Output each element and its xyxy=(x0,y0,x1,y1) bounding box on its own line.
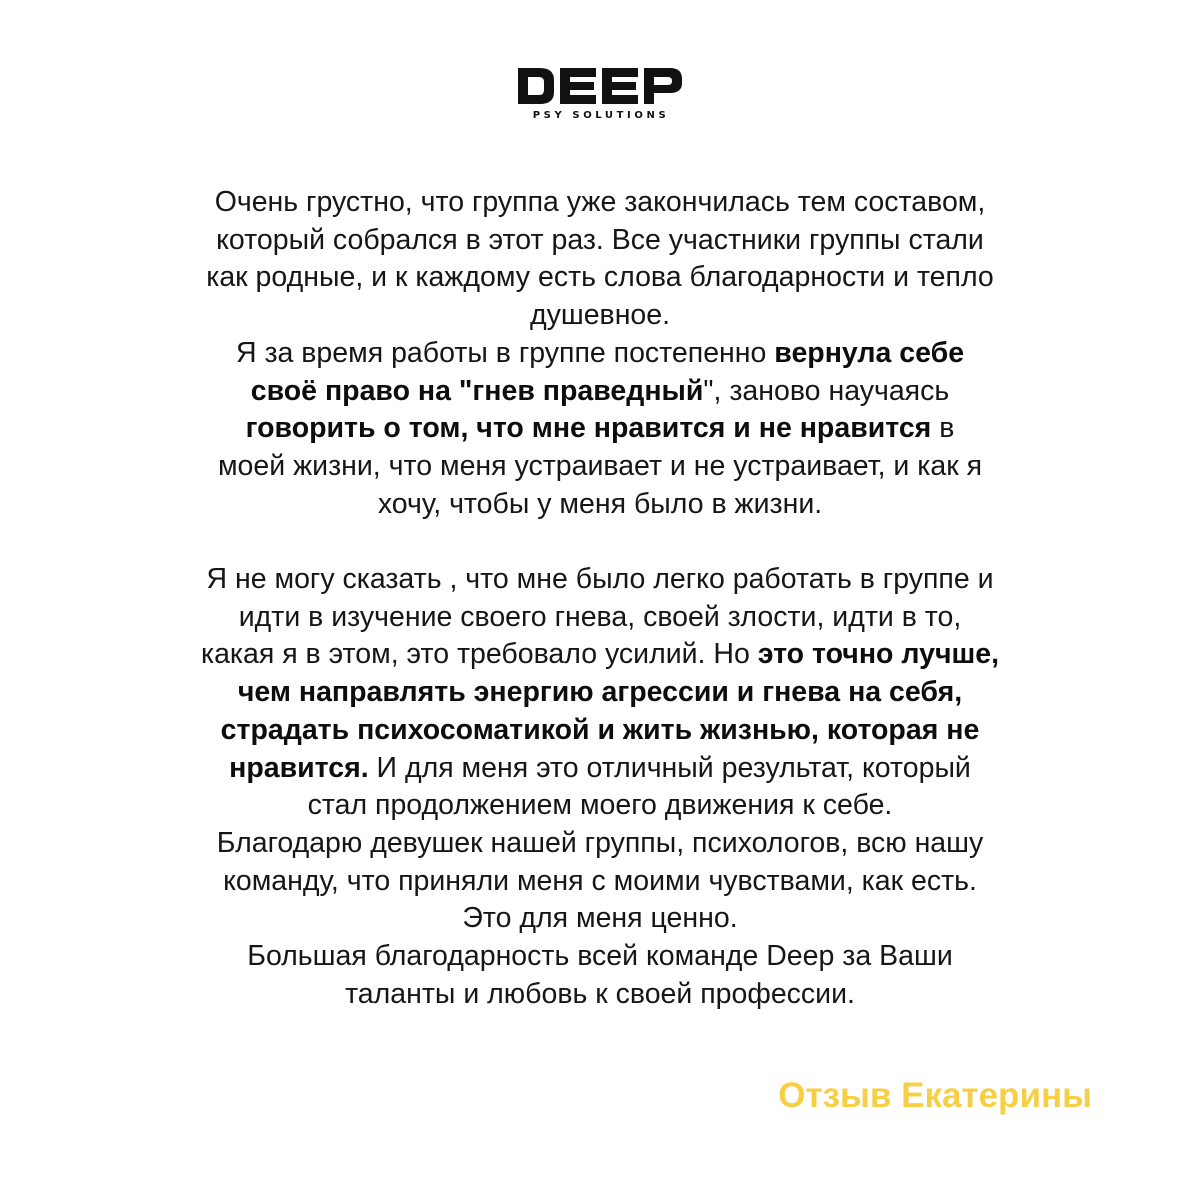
review-line xyxy=(100,373,1100,411)
review-signature: Отзыв Екатерины xyxy=(778,1076,1092,1115)
text-run: идти в изучение своего гнева, своей злости, идти в то, xyxy=(238,600,962,633)
review-line xyxy=(100,259,1100,297)
bold-phrase: это точно лучше, xyxy=(757,638,1000,671)
deep-logo-icon xyxy=(516,66,686,108)
review-line xyxy=(100,561,1100,599)
review-line xyxy=(100,863,1100,901)
text-run: в xyxy=(931,412,955,445)
paragraph-break xyxy=(100,523,1100,561)
review-line xyxy=(100,976,1100,1014)
review-line xyxy=(100,750,1100,788)
text-run: хочу, чтобы у меня было в жизни. xyxy=(377,487,823,520)
text-run: моей жизни, что меня устраивает и не устраивает, и как я xyxy=(217,449,983,482)
review-line xyxy=(100,335,1100,373)
text-run: ", заново научаясь xyxy=(703,374,950,407)
brand-logo xyxy=(516,66,686,126)
review-line xyxy=(100,636,1100,674)
review-line xyxy=(100,674,1100,712)
review-line xyxy=(100,448,1100,486)
review-line xyxy=(100,825,1100,863)
text-run: как родные, и к каждому есть слова благодарности и тепло xyxy=(206,261,994,294)
text-run: таланты и любовь к своей профессии. xyxy=(345,977,855,1010)
text-run: Очень грустно, что группа уже закончилась тем составом, xyxy=(214,186,986,218)
review-line xyxy=(100,486,1100,524)
text-run: Благодарю девушек нашей группы, психологов, всю нашу xyxy=(216,826,984,859)
text-run: И для меня это отличный результат, который xyxy=(368,751,971,784)
text-run: который собрался в этот раз. Все участники группы стали xyxy=(216,223,984,256)
review-line xyxy=(100,787,1100,825)
text-run: какая я в этом, это требовало усилий. Но xyxy=(200,638,758,671)
review-line xyxy=(100,410,1100,448)
review-line xyxy=(100,900,1100,938)
bold-phrase: вернула себе xyxy=(774,336,965,369)
bold-phrase: чем направлять энергию агрессии и гнева на себя, xyxy=(237,676,963,709)
review-line xyxy=(100,297,1100,335)
text-run: стал продолжением моего движения к себе. xyxy=(307,789,893,822)
text-run: Я за время работы в группе постепенно xyxy=(235,336,775,369)
bold-phrase: нравится. xyxy=(229,751,369,784)
text-run: Это для меня ценно. xyxy=(462,902,738,935)
brand-tagline: PSY SOLUTIONS xyxy=(532,110,670,121)
review-line xyxy=(100,222,1100,260)
review-line xyxy=(100,184,1100,222)
review-text xyxy=(100,184,1100,1013)
text-run: Большая благодарность всей команде Deep за Ваши xyxy=(247,940,953,973)
bold-phrase: говорить о том, что мне нравится и не нравится xyxy=(245,412,932,445)
review-line xyxy=(100,712,1100,750)
review-line xyxy=(100,938,1100,976)
bold-phrase: страдать психосоматикой и жить жизнью, которая не xyxy=(220,713,980,746)
text-run: душевное. xyxy=(529,299,671,332)
text-run: команду, что приняли меня с моими чувствами, как есть. xyxy=(223,864,977,897)
review-line xyxy=(100,599,1100,637)
text-run: Я не могу сказать , что мне было легко работать в группе и xyxy=(206,563,994,596)
bold-phrase: своё право на "гнев праведный xyxy=(250,374,704,407)
